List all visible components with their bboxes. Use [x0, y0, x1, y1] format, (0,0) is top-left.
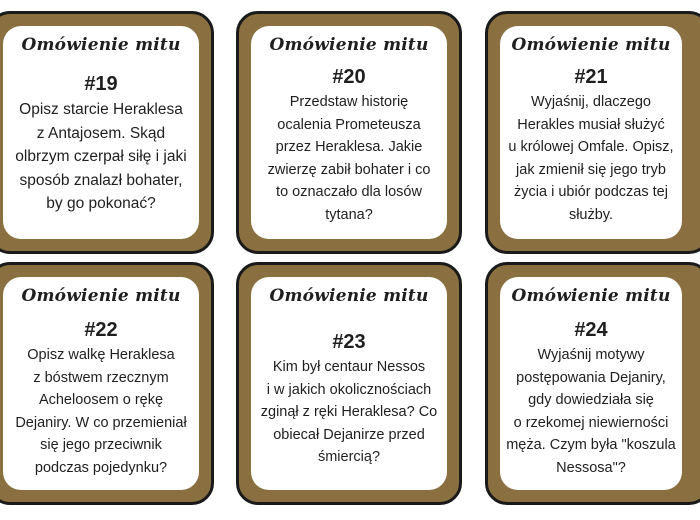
card-number: #23 [332, 331, 366, 353]
card-title: Omówienie mitu [269, 35, 429, 55]
card-number: #21 [574, 66, 608, 88]
card-20-content [251, 26, 447, 239]
card-22-content [3, 277, 199, 490]
card-22 [0, 262, 214, 505]
card-title: Omówienie mitu [21, 286, 181, 306]
card-question: Kim był centaur Nessos i w jakich okolicznościach zginął z ręki Heraklesa? Co obiecał Dejanirze przed śmiercią? [260, 359, 438, 465]
card-title: Omówienie mitu [21, 35, 181, 55]
card-question: Opisz starcie Heraklesa z Antajosem. Skąd olbrzym czerpał siłę i jaki sposób znalazł bohater, by go pokonać? [15, 101, 187, 212]
card-title: Omówienie mitu [269, 286, 429, 306]
card-20 [236, 11, 462, 254]
card-21-content [500, 26, 682, 239]
card-24-content [500, 277, 682, 490]
card-24 [485, 262, 700, 505]
card-23 [236, 262, 462, 505]
card-question: Wyjaśnij motywy postępowania Dejaniry, gdy dowiedziała się o rzekomej niewierności męża. Czym była "koszula Nessosa"? [506, 347, 676, 476]
card-number: #22 [84, 319, 118, 341]
card-question: Przedstaw historię ocalenia Prometeusza przez Heraklesa. Jakie zwierzę zabił bohater i co to oznaczało dla losów tytana? [267, 94, 431, 223]
card-23-content [251, 277, 447, 490]
card-title: Omówienie mitu [511, 286, 671, 306]
card-title: Omówienie mitu [511, 35, 671, 55]
card-19 [0, 11, 214, 254]
card-21 [485, 11, 700, 254]
card-question: Wyjaśnij, dlaczego Herakles musiał służyć u królowej Omfale. Opisz, jak zmienił się jego tryb życia i ubiór podczas tej służby. [508, 94, 674, 223]
card-19-content [3, 26, 199, 239]
card-question: Opisz walkę Heraklesa z bóstwem rzecznym Acheloosem o rękę Dejaniry. W co przemieniał się jego przeciwnik podczas pojedynku? [15, 347, 187, 476]
card-number: #20 [332, 66, 366, 88]
card-number: #19 [84, 73, 118, 95]
card-number: #24 [574, 319, 608, 341]
